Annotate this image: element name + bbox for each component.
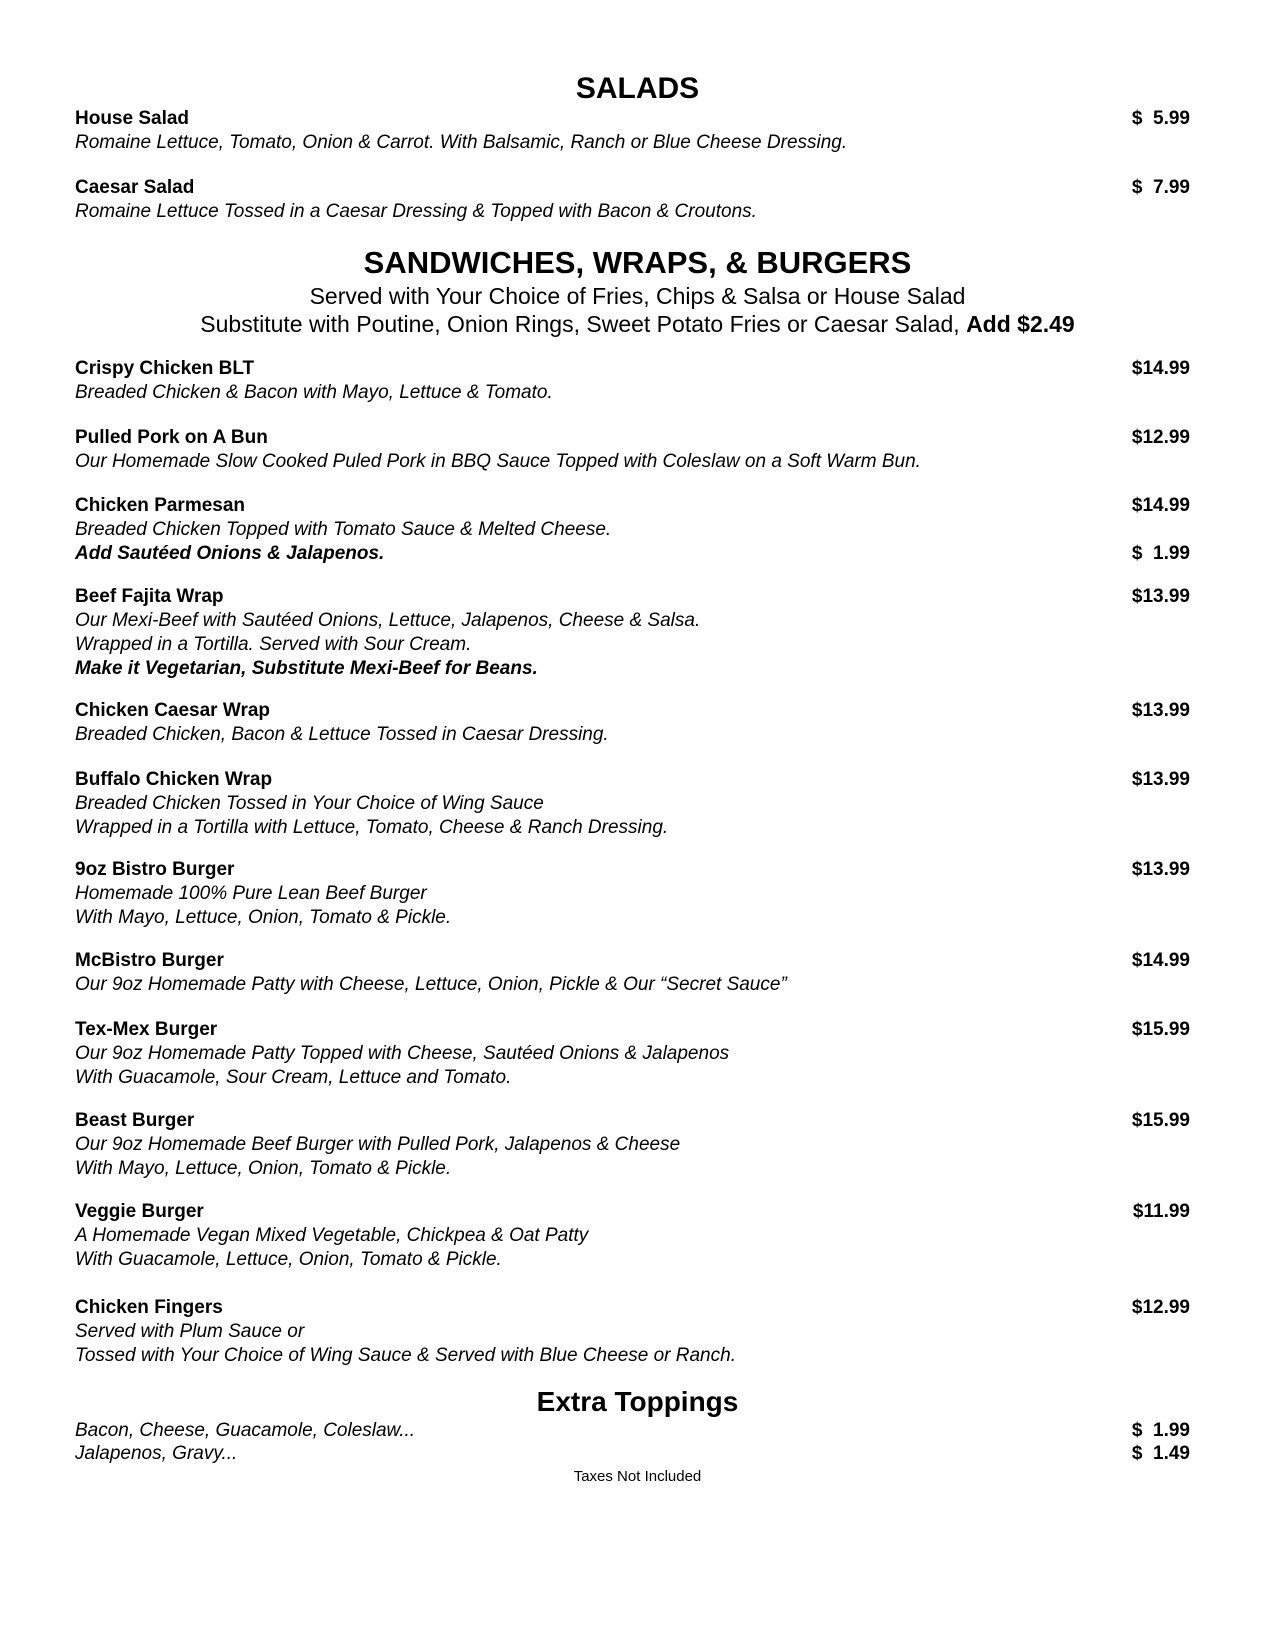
topping-price: $ 1.99 bbox=[1131, 1420, 1190, 1441]
item-description: Our 9oz Homemade Patty with Cheese, Lettuce, Onion, Pickle & Our “Secret Sauce” bbox=[75, 974, 787, 995]
item-description: Homemade 100% Pure Lean Beef Burger bbox=[75, 883, 427, 904]
menu-item-beast-burger bbox=[75, 1109, 1190, 1181]
menu-item-pulled-pork bbox=[75, 426, 1190, 474]
item-name: McBistro Burger bbox=[75, 950, 224, 971]
item-description: Our 9oz Homemade Patty Topped with Cheese, Sautéed Onions & Jalapenos bbox=[75, 1043, 730, 1064]
substitute-text: Substitute with Poutine, Onion Rings, Sweet Potato Fries or Caesar Salad, bbox=[200, 311, 960, 337]
topping-list: Jalapenos, Gravy... bbox=[75, 1443, 238, 1464]
item-price: $13.99 bbox=[1131, 769, 1190, 790]
item-price: $13.99 bbox=[1131, 859, 1190, 880]
item-price: $12.99 bbox=[1131, 427, 1190, 448]
item-description: Served with Plum Sauce or bbox=[75, 1321, 305, 1342]
item-description: A Homemade Vegan Mixed Vegetable, Chickpea & Oat Patty bbox=[75, 1225, 589, 1246]
item-price: $ 5.99 bbox=[1131, 108, 1190, 129]
section-subtitle: Served with Your Choice of Fries, Chips & Salsa or House Salad bbox=[309, 283, 966, 309]
item-price: $15.99 bbox=[1131, 1019, 1190, 1040]
item-description: Our 9oz Homemade Beef Burger with Pulled Pork, Jalapenos & Cheese bbox=[75, 1134, 681, 1155]
item-description: Romaine Lettuce, Tomato, Onion & Carrot. With Balsamic, Ranch or Blue Cheese Dressing. bbox=[75, 132, 848, 153]
item-price: $11.99 bbox=[1132, 1201, 1190, 1222]
section-subtitle-substitute bbox=[0, 311, 1275, 338]
item-description: Our Mexi-Beef with Sautéed Onions, Lettuce, Jalapenos, Cheese & Salsa. bbox=[75, 610, 701, 631]
section-title-extra-toppings: Extra Toppings bbox=[536, 1386, 739, 1417]
item-description: Tossed with Your Choice of Wing Sauce & Served with Blue Cheese or Ranch. bbox=[75, 1345, 736, 1366]
item-addon-note: Make it Vegetarian, Substitute Mexi-Beef for Beans. bbox=[75, 658, 538, 679]
item-description: With Mayo, Lettuce, Onion, Tomato & Pickle. bbox=[75, 907, 452, 928]
topping-row bbox=[75, 1442, 1190, 1466]
menu-item-caesar-salad bbox=[75, 176, 1190, 224]
item-description: Breaded Chicken & Bacon with Mayo, Lettuce & Tomato. bbox=[75, 382, 553, 403]
item-description: Romaine Lettuce Tossed in a Caesar Dressing & Topped with Bacon & Croutons. bbox=[75, 201, 757, 222]
item-price: $13.99 bbox=[1131, 700, 1190, 721]
item-description: Wrapped in a Tortilla. Served with Sour Cream. bbox=[75, 634, 472, 655]
menu-item-beef-fajita-wrap bbox=[75, 585, 1190, 681]
item-price: $14.99 bbox=[1131, 358, 1190, 379]
item-description: Wrapped in a Tortilla with Lettuce, Tomato, Cheese & Ranch Dressing. bbox=[75, 817, 669, 838]
menu-item-chicken-caesar-wrap bbox=[75, 699, 1190, 747]
item-name: Pulled Pork on A Bun bbox=[75, 427, 268, 448]
item-description: Breaded Chicken Tossed in Your Choice of Wing Sauce bbox=[75, 793, 544, 814]
item-price: $14.99 bbox=[1131, 495, 1190, 516]
menu-item-chicken-fingers bbox=[75, 1296, 1190, 1368]
menu-item-chicken-parmesan bbox=[75, 494, 1190, 566]
item-name: Veggie Burger bbox=[75, 1201, 204, 1222]
section-title-salads: SALADS bbox=[575, 72, 700, 105]
item-name: Crispy Chicken BLT bbox=[75, 358, 255, 379]
item-name: 9oz Bistro Burger bbox=[75, 859, 235, 880]
item-description: Our Homemade Slow Cooked Puled Pork in BBQ Sauce Topped with Coleslaw on a Soft Warm Bun. bbox=[75, 451, 921, 472]
item-name: Buffalo Chicken Wrap bbox=[75, 769, 273, 790]
menu-item-house-salad bbox=[75, 107, 1190, 155]
substitute-price: Add $2.49 bbox=[966, 311, 1075, 337]
item-price: $13.99 bbox=[1131, 586, 1190, 607]
item-description: Breaded Chicken, Bacon & Lettuce Tossed in Caesar Dressing. bbox=[75, 724, 609, 745]
menu-item-crispy-chicken-blt bbox=[75, 357, 1190, 405]
menu-item-mcbistro-burger bbox=[75, 949, 1190, 997]
item-name: Chicken Fingers bbox=[75, 1297, 223, 1318]
item-name: Chicken Parmesan bbox=[75, 495, 246, 516]
section-title-sandwiches: SANDWICHES, WRAPS, & BURGERS bbox=[363, 245, 912, 280]
taxes-note: Taxes Not Included bbox=[573, 1468, 702, 1485]
item-addon-note: Add Sautéed Onions & Jalapenos. bbox=[75, 543, 385, 564]
menu-item-buffalo-chicken-wrap bbox=[75, 768, 1190, 840]
item-name: Beast Burger bbox=[75, 1110, 195, 1131]
item-name: Chicken Caesar Wrap bbox=[75, 700, 271, 721]
item-price: $12.99 bbox=[1131, 1297, 1190, 1318]
item-name: Beef Fajita Wrap bbox=[75, 586, 224, 607]
menu-item-veggie-burger bbox=[75, 1200, 1190, 1272]
item-price: $ 7.99 bbox=[1131, 177, 1190, 198]
item-description: With Mayo, Lettuce, Onion, Tomato & Pickle. bbox=[75, 1158, 452, 1179]
topping-list: Bacon, Cheese, Guacamole, Coleslaw... bbox=[75, 1420, 416, 1441]
item-price: $15.99 bbox=[1131, 1110, 1190, 1131]
item-description: With Guacamole, Lettuce, Onion, Tomato & Pickle. bbox=[75, 1249, 502, 1270]
item-name: Tex-Mex Burger bbox=[75, 1019, 218, 1040]
item-description: With Guacamole, Sour Cream, Lettuce and Tomato. bbox=[75, 1067, 512, 1088]
item-price: $14.99 bbox=[1131, 950, 1190, 971]
topping-row bbox=[75, 1419, 1190, 1443]
item-name: House Salad bbox=[75, 108, 190, 129]
item-name: Caesar Salad bbox=[75, 177, 195, 198]
menu-item-tex-mex-burger bbox=[75, 1018, 1190, 1090]
item-addon-price: $ 1.99 bbox=[1131, 543, 1190, 564]
item-description: Breaded Chicken Topped with Tomato Sauce & Melted Cheese. bbox=[75, 519, 612, 540]
topping-price: $ 1.49 bbox=[1131, 1443, 1190, 1464]
menu-item-bistro-burger bbox=[75, 858, 1190, 930]
